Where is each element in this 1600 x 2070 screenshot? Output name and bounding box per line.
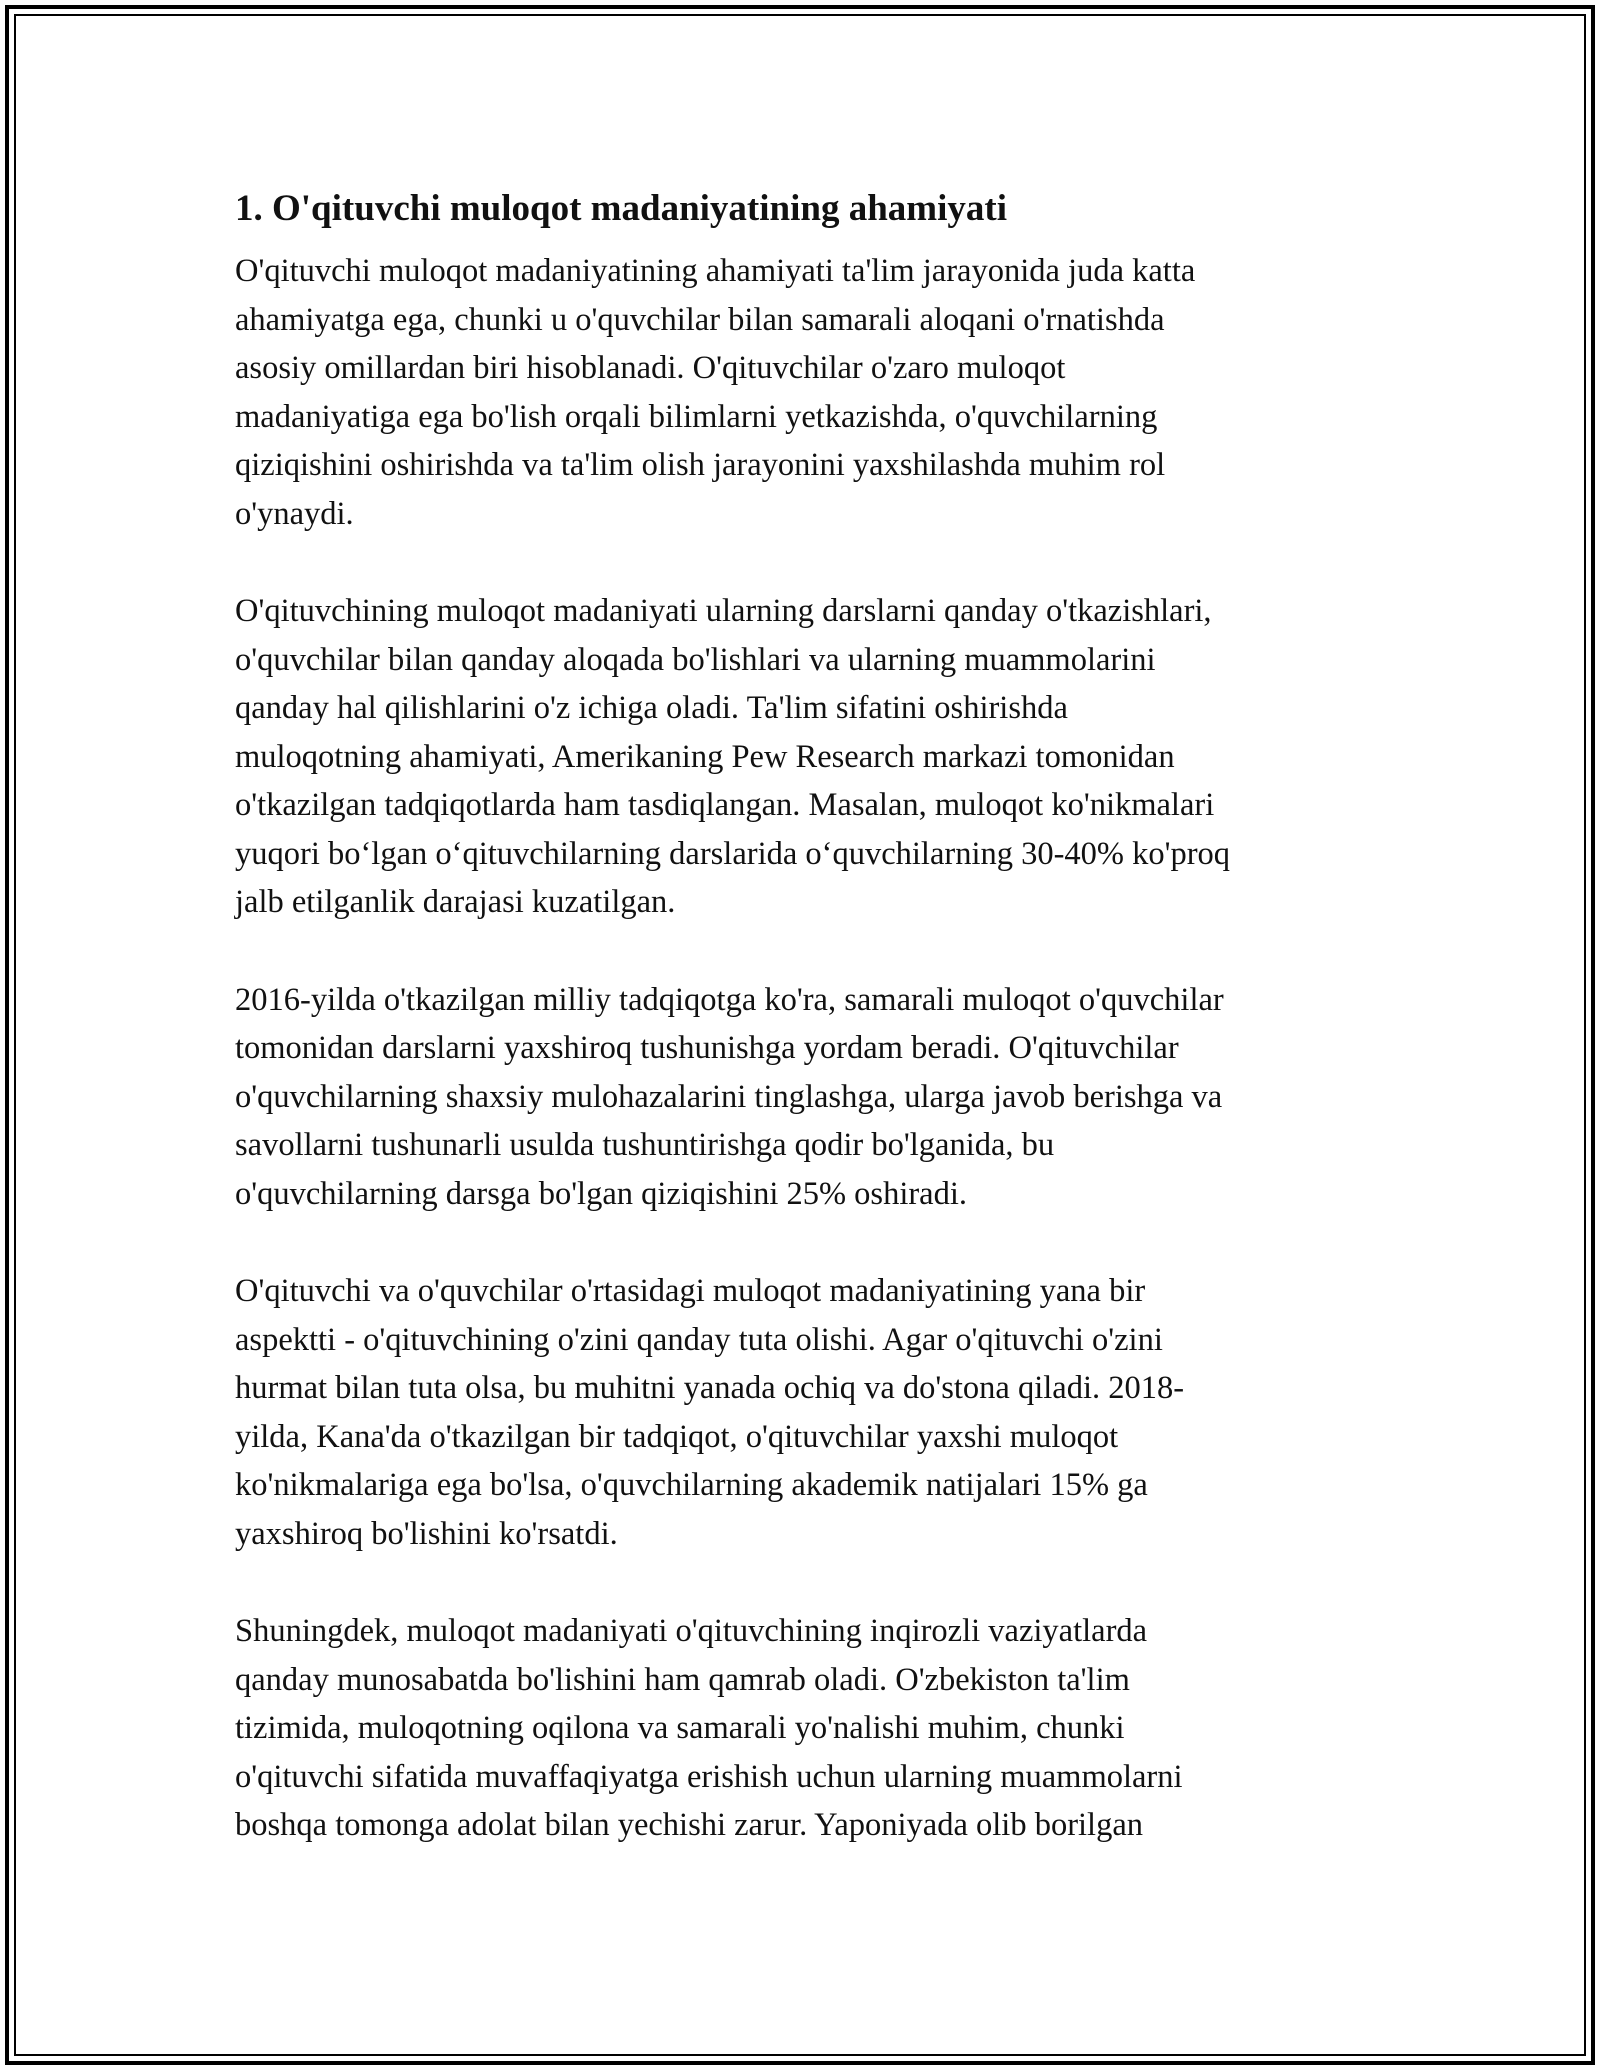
text-line: madaniyatiga ega bo'lish orqali bilimlarni yetkazishda, o'quvchilarning [235, 398, 1158, 435]
paragraph-5 [235, 1607, 1375, 1850]
text-line: Shuningdek, muloqot madaniyati o'qituvchining inqirozli vaziyatlarda [235, 1613, 1148, 1649]
text-line: o'quvchilar bilan qanday aloqada bo'lishlari va ularning muammolarini [235, 641, 1156, 678]
text-line: asosiy omillardan biri hisoblanadi. O'qituvchilar o'zaro muloqot [235, 350, 1066, 386]
text-line: aspektti - o'qituvchining o'zini qanday tuta olishi. Agar o'qituvchi o'zini [235, 1321, 1163, 1358]
text-line: ko'nikmalariga ega bo'lsa, o'quvchilarning akademik natijalari 15% ga [235, 1467, 1148, 1503]
section-heading: 1. O'qituvchi muloqot madaniyatining ahamiyati [235, 188, 1007, 229]
text-line: tizimida, muloqotning oqilona va samarali yo'nalishi muhim, chunki [235, 1710, 1125, 1746]
text-line: qanday hal qilishlarini o'z ichiga oladi. Ta'lim sifatini oshirishda [235, 690, 1068, 726]
paragraph-2 [235, 587, 1375, 927]
text-line: tomonidan darslarni yaxshiroq tushunishga yordam beradi. O'qituvchilar [235, 1030, 1179, 1066]
text-line: O'qituvchi muloqot madaniyatining ahamiyati ta'lim jarayonida juda katta [235, 253, 1196, 289]
text-line: boshqa tomonga adolat bilan yechishi zarur. Yaponiyada olib borilgan [235, 1807, 1144, 1843]
text-line: qiziqishini oshirishda va ta'lim olish jarayonini yaxshilashda muhim rol [235, 447, 1166, 483]
text-line: o'tkazilgan tadqiqotlarda ham tasdiqlangan. Masalan, muloqot ko'nikmalari [235, 787, 1215, 823]
text-line: jalb etilganlik darajasi kuzatilgan. [235, 884, 676, 920]
document-body [235, 185, 1375, 1899]
paragraph-3 [235, 976, 1375, 1219]
text-line: ahamiyatga ega, chunki u o'quvchilar bilan samarali aloqani o'rnatishda [235, 301, 1165, 338]
text-line: o'ynaydi. [235, 495, 354, 532]
text-line: yilda, Kana'da o'tkazilgan bir tadqiqot, o'qituvchilar yaxshi muloqot [235, 1418, 1119, 1455]
text-line: 2016-yilda o'tkazilgan milliy tadqiqotga ko'ra, samarali muloqot o'quvchilar [235, 981, 1224, 1018]
text-line: muloqotning ahamiyati, Amerikaning Pew Research markazi tomonidan [235, 738, 1175, 775]
text-line: yaxshiroq bo'lishini ko'rsatdi. [235, 1515, 618, 1552]
text-line: O'qituvchining muloqot madaniyati ularning darslarni qanday o'tkazishlari, [235, 593, 1212, 629]
text-line: o'quvchilarning darsga bo'lgan qiziqishini 25% oshiradi. [235, 1175, 967, 1212]
text-line: O'qituvchi va o'quvchilar o'rtasidagi muloqot madaniyatining yana bir [235, 1273, 1146, 1309]
text-line: o'qituvchi sifatida muvaffaqiyatga erishish uchun ularning muammolarni [235, 1758, 1183, 1795]
paragraph-4 [235, 1267, 1375, 1558]
text-line: qanday munosabatda bo'lishini ham qamrab oladi. O'zbekiston ta'lim [235, 1661, 1130, 1698]
text-line: o'quvchilarning shaxsiy mulohazalarini tinglashga, ularga javob berishga va [235, 1078, 1223, 1115]
paragraph-1 [235, 247, 1375, 538]
text-line: hurmat bilan tuta olsa, bu muhitni yanada ochiq va do'stona qiladi. 2018- [235, 1370, 1185, 1406]
text-line: savollarni tushunarli usulda tushuntirishga qodir bo'lganida, bu [235, 1127, 1055, 1163]
text-line: yuqori bo‘lgan o‘qituvchilarning darslarida o‘quvchilarning 30-40% ko'proq [235, 835, 1231, 872]
